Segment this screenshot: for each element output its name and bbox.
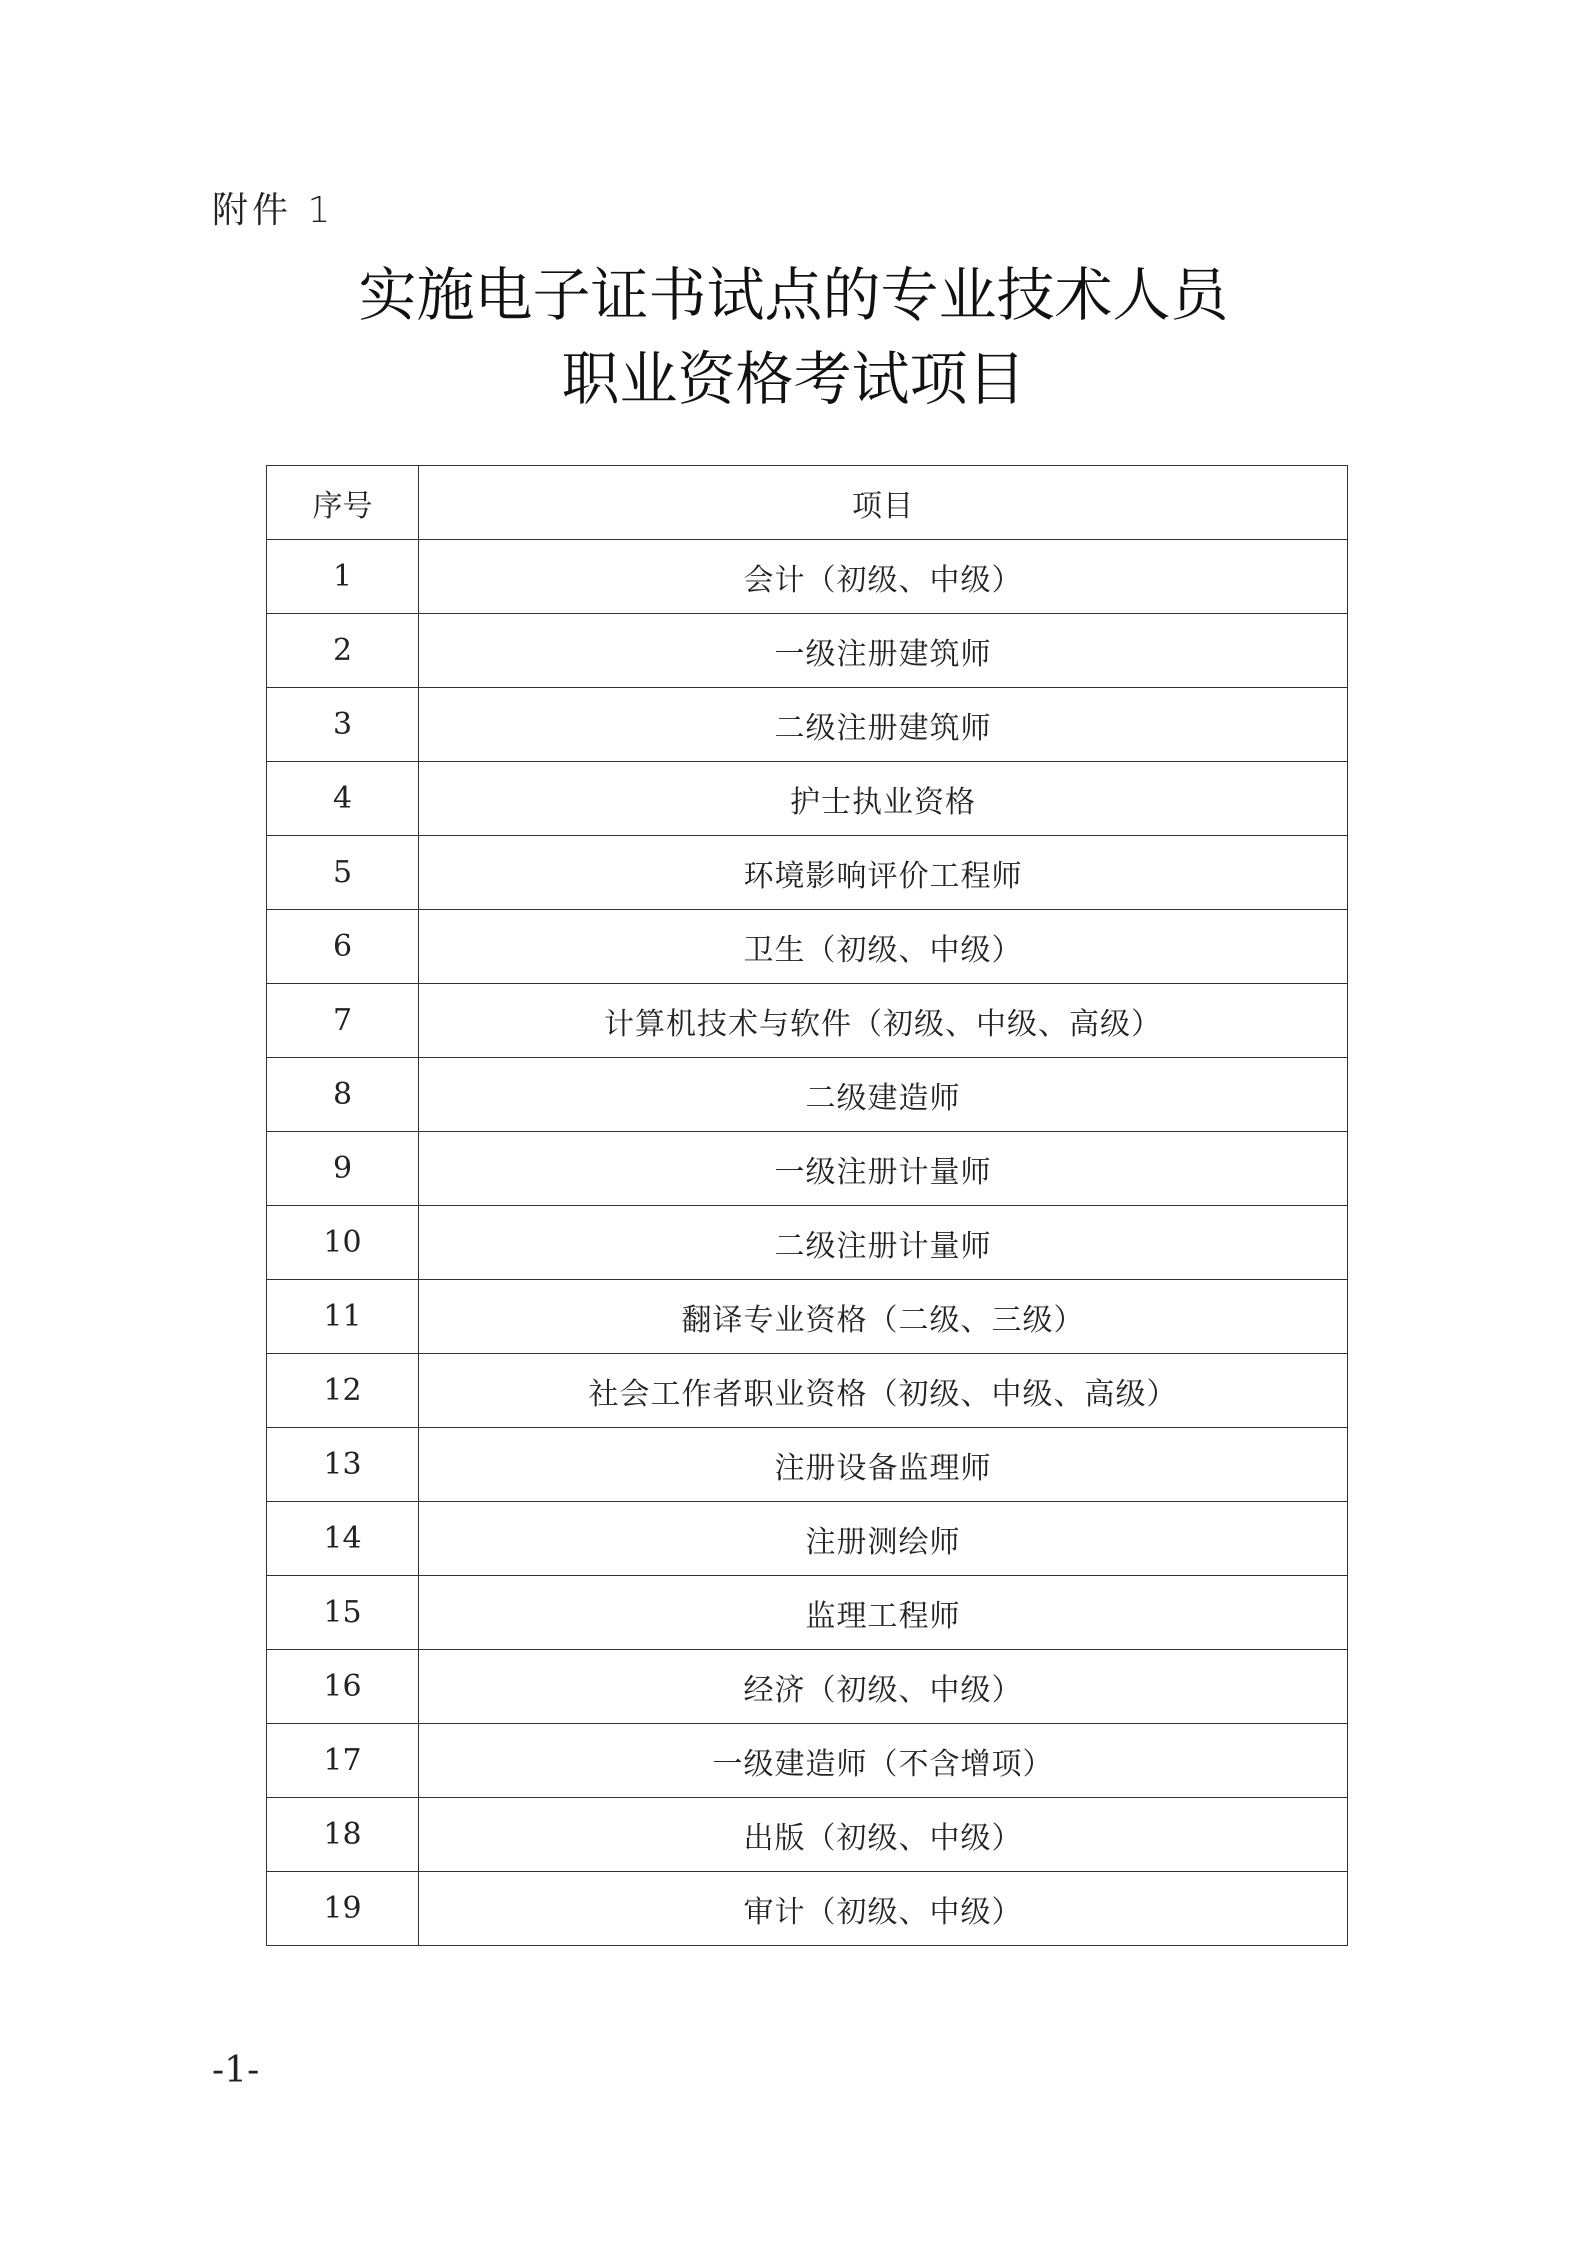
row-item: 一级建造师（不含增项） [419, 1724, 1348, 1798]
table-row [267, 1576, 1348, 1650]
row-number: 14 [267, 1502, 419, 1576]
row-item: 卫生（初级、中级） [419, 910, 1348, 984]
row-number: 2 [267, 614, 419, 688]
table-row [267, 984, 1348, 1058]
document-title-line-2: 职业资格考试项目 [561, 345, 1026, 413]
row-number: 8 [267, 1058, 419, 1132]
table-row [267, 1428, 1348, 1502]
table-row [267, 540, 1348, 614]
row-number: 4 [267, 762, 419, 836]
table-row [267, 1354, 1348, 1428]
row-item: 审计（初级、中级） [419, 1872, 1348, 1946]
row-item: 环境影响评价工程师 [419, 836, 1348, 910]
exam-items-table [266, 465, 1348, 1946]
row-number: 19 [267, 1872, 419, 1946]
column-header-item: 项目 [419, 466, 1348, 540]
row-number: 9 [267, 1132, 419, 1206]
table-row [267, 762, 1348, 836]
table-header-row [267, 466, 1348, 540]
row-number: 3 [267, 688, 419, 762]
row-item: 注册测绘师 [419, 1502, 1348, 1576]
row-item: 经济（初级、中级） [419, 1650, 1348, 1724]
row-item: 二级注册计量师 [419, 1206, 1348, 1280]
row-item: 二级建造师 [419, 1058, 1348, 1132]
row-item: 一级注册计量师 [419, 1132, 1348, 1206]
row-item: 一级注册建筑师 [419, 614, 1348, 688]
table-row [267, 614, 1348, 688]
attachment-label: 附件 1 [212, 190, 335, 231]
row-number: 10 [267, 1206, 419, 1280]
row-item: 监理工程师 [419, 1576, 1348, 1650]
row-number: 7 [267, 984, 419, 1058]
row-number: 18 [267, 1798, 419, 1872]
table-row [267, 688, 1348, 762]
column-header-number: 序号 [267, 466, 419, 540]
table-row [267, 1872, 1348, 1946]
table-row [267, 1206, 1348, 1280]
table-row [267, 1280, 1348, 1354]
table-row [267, 1650, 1348, 1724]
table-row [267, 1132, 1348, 1206]
table-row [267, 1724, 1348, 1798]
row-number: 5 [267, 836, 419, 910]
row-number: 13 [267, 1428, 419, 1502]
table-row [267, 836, 1348, 910]
row-item: 社会工作者职业资格（初级、中级、高级） [419, 1354, 1348, 1428]
page-number: -1- [212, 2050, 260, 2091]
row-number: 11 [267, 1280, 419, 1354]
row-number: 6 [267, 910, 419, 984]
table-row [267, 1502, 1348, 1576]
row-number: 16 [267, 1650, 419, 1724]
document-title-line-1: 实施电子证书试点的专业技术人员 [358, 261, 1229, 329]
row-item: 翻译专业资格（二级、三级） [419, 1280, 1348, 1354]
table-row [267, 910, 1348, 984]
row-number: 15 [267, 1576, 419, 1650]
row-item: 护士执业资格 [419, 762, 1348, 836]
row-item: 注册设备监理师 [419, 1428, 1348, 1502]
row-item: 二级注册建筑师 [419, 688, 1348, 762]
row-number: 1 [267, 540, 419, 614]
row-number: 12 [267, 1354, 419, 1428]
table-row [267, 1798, 1348, 1872]
row-item: 会计（初级、中级） [419, 540, 1348, 614]
row-item: 出版（初级、中级） [419, 1798, 1348, 1872]
row-number: 17 [267, 1724, 419, 1798]
row-item: 计算机技术与软件（初级、中级、高级） [419, 984, 1348, 1058]
table-row [267, 1058, 1348, 1132]
